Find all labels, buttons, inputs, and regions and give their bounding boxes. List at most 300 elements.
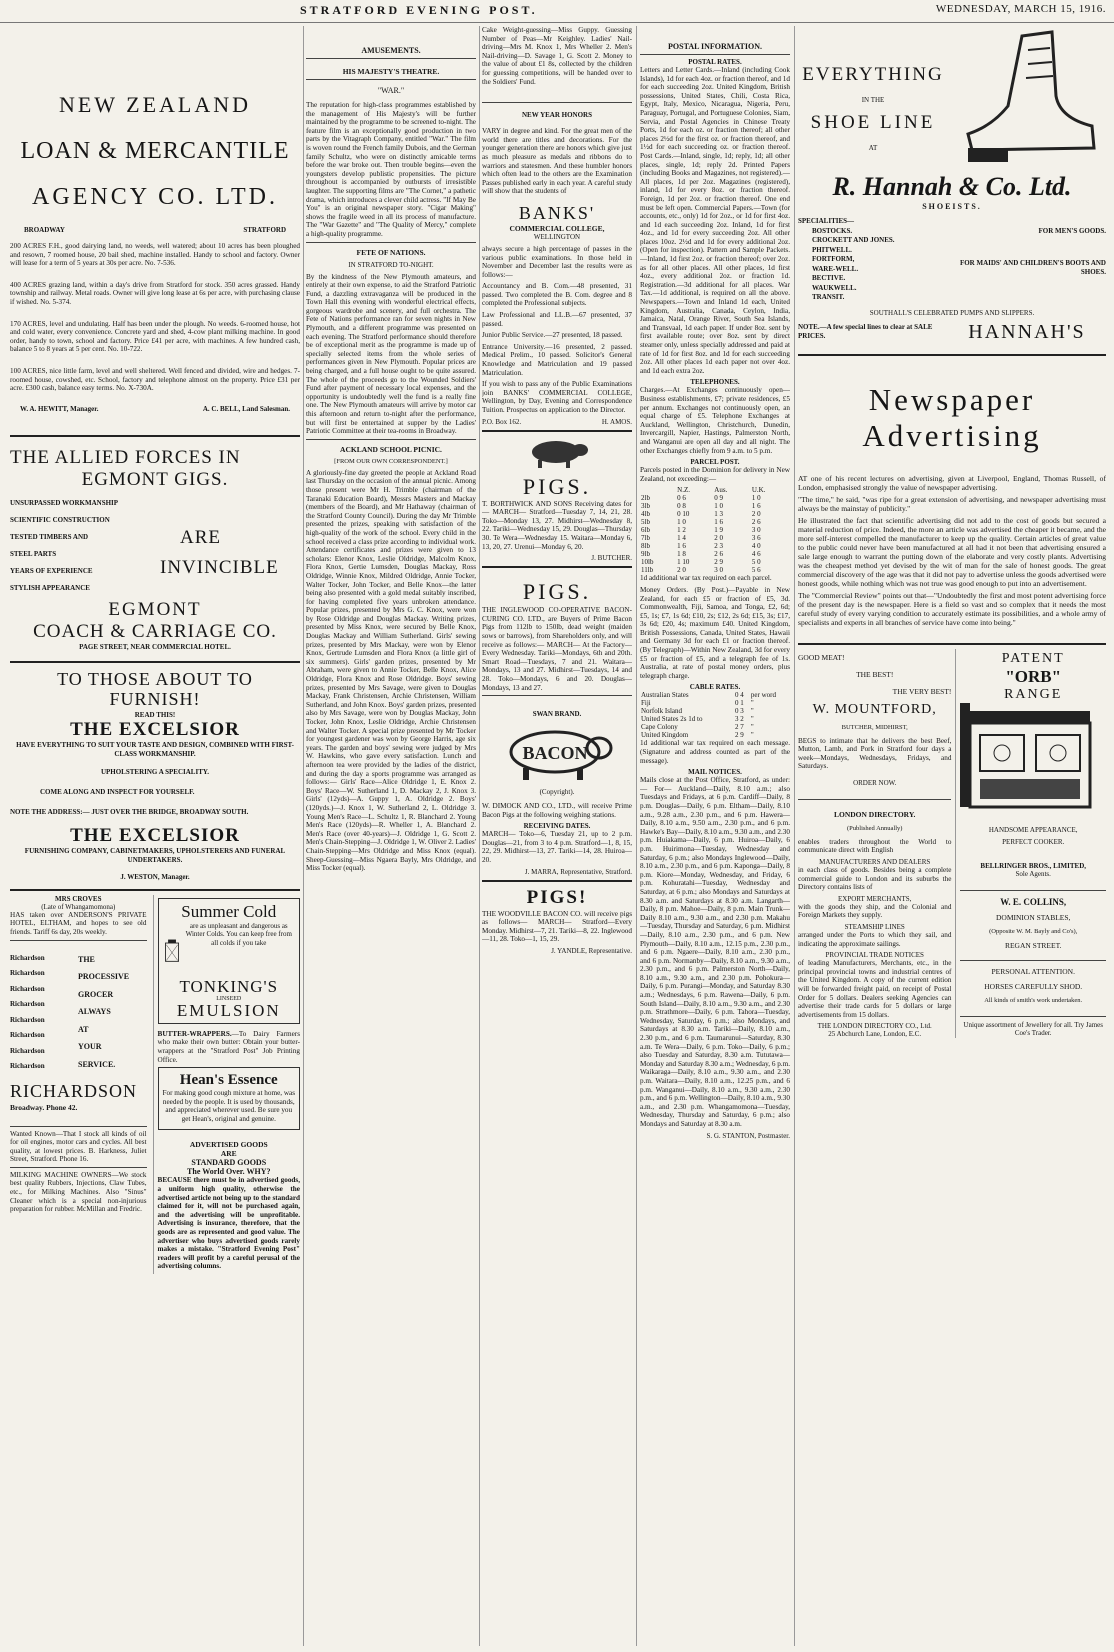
cable-table <box>640 691 790 739</box>
provincial-notices: PROVINCIAL TRADE NOTICES <box>825 951 924 960</box>
table-cell: 2 7 <box>734 723 744 732</box>
banks-text: always secure a high percentage of passes in the various public examinations. In those held in November and December last the results were as follows:— <box>482 244 632 279</box>
table-cell: 3 0 <box>751 526 761 535</box>
mountford: W. MOUNTFORD, <box>812 701 937 717</box>
parcel-row <box>640 534 790 542</box>
banks-result: Entrance University.—16 presented, 2 passed. Medical Prelim., 10 passed. Solicitor's General Knowledge and Matriculation and 19 passed Matriculation. <box>482 342 632 377</box>
news-text: AT one of his recent lectures on advertising, given at Liverpool, England, Thomas Russell, of London, emphasised strongly the value of newspaper advertising. <box>798 473 1106 492</box>
horses-shod: HORSES CAREFULLY SHOD. <box>984 981 1083 991</box>
banks-result: Law Professional and LL.B.—67 presented, 37 passed. <box>482 311 632 328</box>
excelsior2-title: THE EXCELSIOR <box>70 824 240 846</box>
table-cell: 0 3 <box>734 707 744 716</box>
war-tax: 1d additional war tax required on each parcel. <box>640 574 772 583</box>
nz-location-left: BROADWAY <box>24 226 65 234</box>
croves-sub: (Late of Whangamomona) <box>41 902 116 911</box>
table-cell: 2 9 <box>714 558 724 567</box>
svg-text:BACON: BACON <box>522 743 588 764</box>
richardson-line: Richardson <box>10 1062 45 1070</box>
shoe-brand: PHITWELL. <box>812 245 852 254</box>
shoe-brand: TRANSIT. <box>812 293 845 301</box>
banks-result: Accountancy and B. Com.—48 presented, 31 passed. Two completed the B. Com. degree and 8 completed the Professional subjects. <box>482 282 632 308</box>
table-cell: 5 6 <box>751 566 761 575</box>
new-year-text: VARY in degree and kind. For the great men of the world there are titles and decorations. For the younger generation there are honors which give just as much pleasure as medals and ribbons do to warriors and statesmen. And these humbler honors which often lead to the others are the Examination Passes published early in each year. A careful study will show that the students of <box>482 127 632 196</box>
divider <box>482 430 632 432</box>
london-head: LONDON DIRECTORY. <box>834 809 916 819</box>
pigs-title: PIGS! <box>526 886 588 908</box>
divider <box>10 889 300 891</box>
amusements-head: AMUSEMENTS. <box>361 46 421 55</box>
cable-row <box>640 715 790 723</box>
table-cell: " <box>750 723 754 732</box>
london-text: enables traders throughout the World to communicate direct with English <box>798 837 952 855</box>
the-best: THE BEST! <box>856 669 894 679</box>
read-this: READ THIS! <box>134 710 176 719</box>
table-cell: 2 9 <box>734 731 744 740</box>
new-year-head: NEW YEAR HONORS <box>521 111 592 120</box>
telephones-head: TELEPHONES. <box>690 378 740 387</box>
newspaper-title: Newspaper <box>868 381 1036 417</box>
banks-result: Junior Public Service.—27 presented, 18 passed. <box>482 331 623 340</box>
table-cell: 1 3 <box>714 510 724 519</box>
weston-manager: J. WESTON, Manager. <box>120 872 190 881</box>
cold-head: Summer Cold <box>181 901 277 921</box>
richardson-word: THE <box>78 954 95 964</box>
ackland-head: ACKLAND SCHOOL PICNIC. <box>340 444 442 454</box>
table-cell: 3 2 <box>734 715 744 724</box>
parcel-row <box>640 494 790 502</box>
richardson-word: PROCESSIVE <box>78 972 130 981</box>
london-text: in each class of goods. Besides being a complete commercial guide to London and its suburbs the Directory contains lists of <box>798 866 952 892</box>
table-cell: 1 10 <box>677 558 690 567</box>
shoe-brand: FORTFORM, <box>812 255 855 263</box>
banks-amos: H. AMOS. <box>601 417 632 426</box>
table-cell: 2 6 <box>714 550 724 559</box>
money-orders: Money Orders. (By Post.)—Payable in New Zealand, for each £5 or fraction of £5, 3d. Commonwealth, Fiji, Samoa, and Tonga, £2, 6d; £5, 1s; £7, 1s 6d; £10, 2s; £12, 2s 6d; £15, 3s; £17, 3s 6d; £20, 4s; maximum £40. United Kingdom, British Possessions, Canada, United States, Hawaii and Germany 3d for each £1 or fraction thereof. (By Telegraph)—Within New Zealand, 3d for every £5 or fraction of £5, and a telegraph fee of 1s. Australia, at rate of postal money orders, plus telegraph charge. <box>640 585 790 680</box>
cooking-range-icon <box>960 703 1100 815</box>
nz-title-line2: LOAN & MERCANTILE <box>20 138 290 164</box>
parcel-row <box>640 502 790 510</box>
divider <box>482 695 632 696</box>
table-cell: 1 9 <box>714 526 724 535</box>
orb: "ORB" <box>1005 666 1062 686</box>
allied-feature: STEEL PARTS <box>10 549 57 558</box>
copyright: (Copyright). <box>539 788 575 797</box>
order-now: ORDER NOW. <box>853 778 897 787</box>
table-cell: 1 6 <box>751 502 761 511</box>
table-cell: 5 0 <box>751 558 761 567</box>
column-3 <box>482 26 632 1646</box>
allied-title-2: EGMONT GIGS. <box>81 468 229 490</box>
yandle-sign: J. YANDLE, Representative. <box>551 947 632 956</box>
steamship-text: arranged under the Ports to which they sail, and indicating the approximate sailings. <box>798 931 952 948</box>
table-cell: " <box>750 731 754 740</box>
note-prices: NOTE.—A few special lines to clear at SALE PRICES. <box>798 323 933 340</box>
milking-machine: MILKING MACHINE OWNERS—We stock best quality Rubbers, Injections, Claw Tubes, etc., for Milking Machines. Also "Sinus" Cleaner which is a special non-injurious preparation for rubber. McMillan and Fredric. <box>10 1170 147 1214</box>
provincial-text: of leading Manufacturers, Merchants, etc., in the principal provincial towns and industrial centres of the United Kingdom. A copy of the current edition will be forwarded freight paid, on receipt of Postal Order for 5 dollars. Dealers seeking Agencies can advertise their trade cards for 5 dollars or large advertisements from 15 dollars. <box>798 959 952 1019</box>
nz-manager: W. A. HEWITT, Manager. <box>20 404 99 413</box>
pigs-title: PIGS. <box>522 473 592 499</box>
richardson-line: Richardson <box>10 1015 45 1024</box>
table-cell: 2lb <box>641 494 650 503</box>
parcel-row <box>640 566 790 574</box>
column-4 <box>640 26 790 1646</box>
banks-sub: COMMERCIAL COLLEGE, <box>509 223 605 233</box>
divider <box>798 354 1106 356</box>
richardson-word: GROCER <box>78 989 114 999</box>
hannah-logo: R. Hannah & Co. Ltd. <box>832 172 1072 201</box>
cable-row <box>640 731 790 739</box>
divider <box>482 566 632 568</box>
table-cell: " <box>750 699 754 708</box>
linseed: LINSEED <box>216 995 242 1002</box>
cable-row <box>640 699 790 707</box>
steamship-lines: STEAMSHIP LINES <box>844 923 905 932</box>
divider <box>306 79 476 80</box>
upholstering: UPHOLSTERING A SPECIALITY. <box>100 767 210 776</box>
tonkings: TONKING'S <box>179 976 279 996</box>
nz-location-right: STRATFORD <box>243 226 286 234</box>
banks-town: WELLINGTON <box>533 232 581 241</box>
table-cell: 1 0 <box>714 502 724 511</box>
parcel-row <box>640 558 790 566</box>
table-cell: 1 0 <box>751 494 761 503</box>
table-cell: 0 10 <box>677 510 690 519</box>
adv-head-3: STANDARD GOODS <box>191 1158 267 1168</box>
cable-row <box>640 707 790 715</box>
table-cell: 1 0 <box>677 518 686 527</box>
southall: SOUTHALL'S CELEBRATED PUMPS AND SLIPPERS. <box>869 308 1035 317</box>
table-cell: Cape Colony <box>641 723 678 732</box>
allied-feature: TESTED TIMBERS AND <box>10 532 89 541</box>
cake-text: Cake Weight-guessing—Miss Guppy. Guessing Number of Peas—Mr Keighley. Ladies' Nail-driving—Mrs M. Knox 1, Mrs Wheller 2. Men's Nail-driving—D. Savage 1, G. Scott 2. Money to the value of about £1 8s, collected by the children for guessing competitions, will be handed over to the Soldiers' Fund. <box>482 26 632 86</box>
table-header-cell: Aus. <box>714 486 728 495</box>
emulsion: EMULSION <box>176 1000 281 1020</box>
allied-title-1: THE ALLIED FORCES IN <box>10 446 241 468</box>
table-cell: 11lb <box>641 566 654 575</box>
allied-feature: SCIENTIFIC CONSTRUCTION <box>10 515 110 524</box>
pigs-title: PIGS. <box>522 579 592 605</box>
news-text: "The time," he said, "was ripe for a great extension of advertising, and newspaper advertising must always be the mainstay of publicity." <box>798 494 1106 513</box>
divider <box>10 940 147 941</box>
excelsior-title: THE EXCELSIOR <box>70 718 240 740</box>
table-cell: 8lb <box>641 542 650 551</box>
table-cell: 3lb <box>641 502 650 511</box>
cold-text: are as unpleasant and dangerous as Winter Colds. You can keep free from all colds if you take <box>185 921 292 947</box>
heans-text: For making good cough mixture at home, was needed by the people. It is used by thousands, and appreciated wherever used. Be sure you get Hean's, original and genuine. <box>162 1089 296 1123</box>
richardson-line: Richardson <box>10 1046 45 1055</box>
excelsior2-sub: FURNISHING COMPANY, CABINETMAKERS, UPHOLSTERERS AND FUNERAL UNDERTAKERS. <box>24 846 286 864</box>
ackland-sub: [FROM OUR OWN CORRESPONDENT.] <box>334 457 448 465</box>
parcel-intro: Parcels posted in the Dominion for delivery in New Zealand, not exceeding:— <box>640 466 790 483</box>
allied-feature: STYLISH APPEARANCE <box>10 583 90 592</box>
wanted-known: Wanted Known—That I stock all kinds of oil for oil engines, motor cars and cycles. All best quality, at lowest prices. B. Harkness, Juliet Street, Stratford. Phone 16. <box>10 1129 147 1164</box>
rates-head: POSTAL RATES. <box>688 58 742 66</box>
export-text: with the goods they ship, and the Colonial and Foreign Markets they supply. <box>798 902 952 920</box>
regan-street: REGAN STREET. <box>1004 940 1062 950</box>
dimock-text: W. DIMOCK AND CO., LTD., will receive Prime Bacon Pigs at the following weighing stations. <box>482 802 632 819</box>
directory-company: THE LONDON DIRECTORY CO., Ltd. <box>817 1022 932 1031</box>
banks-title: BANKS' <box>518 202 596 223</box>
shoe-brand: BECTIVE. <box>812 274 846 282</box>
table-cell: 0 4 <box>734 691 744 700</box>
adv-head-4: The World Over. WHY? <box>187 1167 271 1177</box>
boot-icon <box>952 26 1102 166</box>
divider <box>798 643 1106 645</box>
nz-listing: 400 ACRES grazing land, within a day's drive from Stratford for stock. 350 acres grassed. Handy township and railway. Metal roads. Owner will give long lease at 6s per acre, with purchasing clause if wished. No. 5-374. <box>10 280 300 306</box>
divider <box>10 661 300 663</box>
export-merchants: EXPORT MERCHANTS, <box>838 894 912 903</box>
table-cell: 2 0 <box>677 566 686 575</box>
table-cell: 5lb <box>641 518 650 527</box>
smiths-work: All kinds of smith's work undertaken. <box>984 996 1083 1004</box>
cable-head: CABLE RATES. <box>689 683 741 692</box>
rates-text: Letters and Letter Cards.—Inland (including Cook Islands), 1d for each 4oz. or fraction thereof, and 1d for each succeeding 2oz. United Kingdom, British possessions, United States, Chili, Costa Rica, Egypt, Italy, Mexico, Nicaragua, Nigeria, Peru, Paraguay, Portugal, and Portuguese Colonies, Siam, Servia, and Postal Agencies in Chinese Treaty Ports, 1d for each oz. or fraction thereof; all other places 2½d for the first oz. or fraction thereof, and 1½d for each succeeding oz. or fraction thereof. Post Cards.—Inland, single, 1d; reply, 1d; all other places, single, 1d; reply 2d. Printed Papers (including Books and Magazines, not registered).—All places, 1d per 2oz. Magazines (registered), inland, 1d for every 8oz. or fraction thereof. Foreign, 1d per 2oz. or fraction thereof. One end must be left open. Commercial Papers.—Town (for accounts, etc., only) 1d for 2oz., or 1d for first 4oz. and 1d each succeeding 2oz. Inland, 1d for first 4oz., and 1d for every succeeding 2oz. All other places 10oz. 2½d and 1d for every additional 2oz. (Open for inspection). Pattern and Sample Packets.—Inland, 1d first 2oz. or fraction thereof; over 2oz. as for all other places. All other places, 1d first 4oz., every additional 2oz. or fraction 1d. Registration.—3d additional for all places. War Tax.—1d additional, is required on all the above. Newspapers.—Town and Inland 1d each, United Kingdom, Australia, Canada, Ceylon, India, Jamaica, Natal, Orange River, South Sea Islands, and Transvaal, 1d each paper. If under 8oz. sent by first available route; over 8oz. sent by direct steamer only, unless specially addressed and paid at rate of 1d for first 8oz. and 1d for each succeeding 2oz. All other places 1d each paper not over 4oz. and 1d each extra 2oz. <box>640 66 790 375</box>
furnish-title-2: FURNISH! <box>109 688 201 709</box>
specialities: SPECIALITIES— <box>798 217 855 225</box>
table-cell: " <box>750 715 754 724</box>
perfect-cooker: PERFECT COOKER. <box>1002 837 1065 846</box>
telephones-text: Charges.—At Exchanges continuously open—Business establishments, £7; private residences, £5 per annum. Exchanges not continuously open, an equal charge of £5. Telephone Exchanges at Auckland, Wellington, Christchurch, Dunedin, Invercargill, Napier, Hastings, Palmerston North, and Wanganui are open all day and all night. The other Exchanges chiefly from 9 a.m. to 5 p.m. <box>640 386 790 455</box>
personal-attention: PERSONAL ATTENTION. <box>991 966 1075 976</box>
table-cell: 7lb <box>641 534 650 543</box>
richardson-line: Richardson <box>10 953 45 962</box>
meat-text: BEGS to intimate that he delivers the best Beef, Mutton, Lamb, and Pork in Stratford four days a week—Mondays, Wednesdays, Fridays, and Saturdays. <box>798 736 952 771</box>
table-cell: 0 6 <box>677 494 686 503</box>
war-text: The reputation for high-class programmes established by the management of His Majesty's will be further maintained by the programme to be screened to-night. The feature film is an exceptionally good production in two parts by the Vitagraph Company, entitled "War." The film is woven round the French family Dubois, and the German family Schultz, who were on distinctly amicable terms before the war broke out. Then trouble begins—even the youngsters develop publistic propensities. The picture throughout is accompanied by outbursts of irresistible laughter. The supporting films are "The Cornet," a pathetic drama, which introduces a clever child actress. "If May Be You" is an original newspaper story. "Cigar Making" shows the fragile weed in all its process of manufacture. The "War Gazette" and "The Quality of Mercy," complete a high-quality programme. <box>306 101 476 238</box>
divider <box>306 439 476 440</box>
divider <box>482 102 632 103</box>
butcher-midhirst: BUTCHER, MIDHIRST, <box>841 723 908 731</box>
table-cell: 9lb <box>641 550 650 559</box>
table-cell: 10lb <box>641 558 654 567</box>
richardson-word: YOUR <box>78 1042 102 1051</box>
table-header-cell <box>640 486 676 494</box>
divider <box>640 54 790 55</box>
postal-head: POSTAL INFORMATION. <box>668 42 762 51</box>
divider <box>960 960 1106 961</box>
shoe-line: SHOE LINE <box>810 112 936 133</box>
richardson-line: Richardson <box>10 969 45 977</box>
nz-salesman: A. C. BELL, Land Salesman. <box>202 404 290 413</box>
fete-sub: IN STRATFORD TO-NIGHT. <box>348 260 434 269</box>
war-title: "WAR." <box>377 86 405 95</box>
butter-text: —To Dairy Farmers who make their own butter: Obtain your butter-wrappers at the "Stratford Post" Job Printing Office. <box>157 1029 300 1064</box>
column-rule <box>303 26 304 1646</box>
manufacturers: MANUFACTURERS AND DEALERS <box>819 858 931 867</box>
adv-head-2: ARE <box>220 1149 237 1159</box>
table-cell: Fiji <box>641 699 651 708</box>
shoe-brand: WARE-WELL. <box>812 264 859 273</box>
table-cell: United States 2s 1d to <box>641 715 703 724</box>
collins: W. E. COLLINS, <box>1000 896 1067 907</box>
parcel-row <box>640 550 790 558</box>
come-along: COME ALONG AND INSPECT FOR YOURSELF. <box>40 787 195 796</box>
croves-head: MRS CROVES <box>55 894 102 903</box>
table-cell: 1 4 <box>677 534 686 543</box>
table-cell: 0 8 <box>677 502 686 511</box>
cable-note: 1d additional war tax required on each message. (Signature and address counted as part of the message). <box>640 739 790 765</box>
table-cell: 3 0 <box>714 566 724 575</box>
table-header-cell: N.Z. <box>677 486 690 495</box>
the-very-best: THE VERY BEST! <box>892 686 952 696</box>
mail-text: Mails close at the Post Office, Stratford, as under:— For— Auckland—Daily, 8.10 a.m.; also Tuesdays and Fridays, at 6 p.m. Cardiff—Daily, 8 p.m. Douglas—Daily, 6 p.m. Eltham—Daily, 8.10 a.m., 9.28 a.m., 2.30 p.m., and 6 p.m. Hawera—Daily, 8.10 a.m., 9.50 a.m., 2.30 p.m., and 6 p.m. Hawke's Bay—Daily, 8.10 a.m., 9.30 a.m., and 2.30 p.m. Huiakama—Daily, 6 p.m. Huiroa—Daily, 6 p.m. Huirimona—Tuesday, Wednesday and Saturday, 6 p.m.; also Mondays Inglewood—Daily, 8.10 a.m., 2.30 p.m., and 6 p.m. Kaponga—Daily, 8 p.m. Kiore—Monday, Wednesday, and Friday, 6 p.m. Kohuratahi—Tuesday, Wednesday and Saturday, at 6 p.m.; also Mondays and Saturdays at 8.30 a.m. and Saturdays at 8.30 a.m. Langarth—Daily, 8 p.m. Mahoe—Daily, 8 p.m. Main Trunk—Daily 8.10 a.m., 9.30 a.m., and 2.30 p.m. Makahu—Tuesday, Thursday and Saturday, 6 p.m. Midhirst—Daily, 8.10 a.m., 2.30 p.m., and 6 p.m. New Plymouth—Daily, 8.10 a.m., 12.15 p.m., 2.30 p.m., and 6 p.m. Ngaere—Daily, 8.10 a.m., 2.30 p.m., and 6 p.m. Normanby—Daily, 8.10 a.m., 9.30 a.m., 2.30 p.m., and 6 p.m. Palmerston North—Daily, 8.10 a.m., 9.30 a.m., and 2.30 p.m. Pohokura—Daily, 6 p.m. Purangi—Monday, and Saturday 8.30 a.m.; Wednesdays, 6 p.m. Rawena—Daily, 6 p.m. South Island—Daily, 8.10 a.m., 9.30 a.m., and 2.30 p.m. Strathmore—Daily, 6 p.m. Tahora—Tuesday, Wednesday, Saturday, 6 p.m.; also Mondays, and Saturdays at 8.30 a.m. Tariki—Daily, 8.10 a.m., 2.30 p.m., and 6 p.m. Taumarunui—Saturday, 8.30 a.m. Te Wera—Daily, 6 p.m. Toko—Daily, 6 p.m.; also Tuesday and Saturday, 8.30 a.m. Tututawa—Monday and Saturday 8.30 a.m.; Wednesday, 6 p.m. Waikaraga—Daily, 8.10 a.m., 9.30 a.m., and 2.30 p.m. Waitara—Daily, 8.10 a.m., 12.25 p.m., and 6 p.m. Wanganui—Daily, 8.10 a.m., 9.30 a.m., 2.30 p.m., and 6 p.m. Wellington—Daily, 8.10 a.m., 9.30 a.m., and 2.30 p.m. Whangamomona—Tuesday, Wednesday, Thursday and Saturday, 6 p.m.; also Mondays and Saturday at 8.30 a.m. <box>640 776 790 1128</box>
richardson-big: RICHARDSON <box>10 1080 138 1101</box>
furnish-title-1: TO THOSE ABOUT TO <box>57 668 253 689</box>
allied-feature: YEARS OF EXPERIENCE <box>10 566 93 575</box>
table-cell: per word <box>750 691 776 700</box>
inglewood-text: THE INGLEWOOD CO-OPERATIVE BACON-CURING CO. LTD., are Buyers of Prime Bacon Pigs from 112lb to 150lb, dead weight (maiden sows or barrows), from Shareholders only, and will receive as follows:— MARCH— At the Factory—Every Wednesday. Tariki—Mondays, 6th and 20th. Smart Road—Tuesdays, 7 and 21. Waitara—Mondays, 13 and 27. Midhirst—Tuesdays, 14 and 28. Toko—Mondays, 6 and 20. Douglas—Mondays, 13 and 27. <box>482 606 632 692</box>
table-cell: 6lb <box>641 526 650 535</box>
table-cell: 1 8 <box>677 550 686 559</box>
table-cell: 2 6 <box>751 518 761 527</box>
table-cell: Norfolk Island <box>641 707 683 716</box>
divider <box>10 1167 147 1168</box>
column-2 <box>306 26 476 1646</box>
opposite: (Opposite W. M. Bayly and Co's), <box>989 927 1078 935</box>
allied-are: ARE <box>180 526 221 548</box>
parcel-row <box>640 526 790 534</box>
table-cell: 1 6 <box>677 542 686 551</box>
majesty-head: HIS MAJESTY'S THEATRE. <box>342 67 440 76</box>
shoe-brand: BOSTOCKS. <box>812 226 853 235</box>
column-5 <box>798 26 1106 1646</box>
table-cell: 4 0 <box>751 542 761 551</box>
divider <box>10 435 300 437</box>
emulsion-bottle-icon <box>162 922 182 978</box>
nz-listing: 200 ACRES F.H., good dairying land, no weeds, well watered; about 10 acres has been ploughed and resown, 7 roomed house, 20 bail shed, machine installed. Handy to school and factory. Owner will lease for a term of 5 years at 30s per acre. No. 7-536. <box>10 242 300 268</box>
receiving-head: RECEIVING DATES. <box>523 822 591 831</box>
in-the: IN THE <box>861 96 885 104</box>
egmont-address: PAGE STREET, NEAR COMMERCIAL HOTEL. <box>79 642 231 651</box>
shoe-brand: CROCKETT AND JONES. <box>812 236 895 244</box>
parcel-row <box>640 518 790 526</box>
handsome: HANDSOME APPEARANCE, <box>988 825 1078 834</box>
divider <box>482 880 632 882</box>
table-cell: 4 6 <box>751 550 761 559</box>
divider <box>798 799 951 800</box>
fete-head: FETE OF NATIONS. <box>356 247 426 257</box>
unique-jewellery: Unique assortment of Jewellery for all. Try James Coe's Trader. <box>963 1020 1104 1037</box>
divider <box>306 242 476 243</box>
cable-row <box>640 691 790 699</box>
table-cell: 0 1 <box>734 699 744 708</box>
pig-icon <box>522 436 592 470</box>
table-cell: 4lb <box>641 510 650 519</box>
allied-invincible: INVINCIBLE <box>160 556 279 578</box>
table-cell: 2 0 <box>714 534 724 543</box>
at: AT <box>868 144 878 152</box>
table-cell: 0 9 <box>714 494 724 503</box>
paper-title: STRATFORD EVENING POST. <box>300 3 538 17</box>
masthead <box>0 0 1114 23</box>
parcel-row <box>640 542 790 550</box>
column-1 <box>10 26 300 1646</box>
excelsior-text: HAVE EVERYTHING TO SUIT YOUR TASTE AND DESIGN, COMBINED WITH FIRST-CLASS WORKMANSHIP. <box>16 740 294 758</box>
divider <box>960 890 1106 891</box>
richardson-word: ALWAYS <box>78 1007 111 1016</box>
sole-agents: Sole Agents. <box>1015 869 1051 878</box>
richardson-line: Richardson <box>10 1000 45 1008</box>
advertising-title: Advertising <box>862 417 1042 453</box>
ackland-text: A gloriously-fine day greeted the people at Ackland Road last Thursday on the occasion of the annual picnic. Among those present were Mr H. Trimble (chairman of the Taranaki Education Board), Messrs Masters and Mackay (members of the Board), and Mr Hathaway (chairman of the Stratford County Council). During the day Mr Trimble presented the prizes, speaking with satisfaction of the high-quality of the work of the school. Every child in the school received a class prize according to individual work. Attendance certificates and prizes were given to 13 scholars: Elenor Knox, Leslie Oldridge, Malcolm Knox, Flora Knox, Gertie Lumsden, Douglas Mackay, Ross Oldridge, Winnie Knox, Mildred Oldridge, Annie Tocker, Walter Tocker, John Tocker, and Belle Knox—the latter being also presented with a gold medal suitably inscribed, for having completed five years unbroken attendance. Popular prizes, presented by Mrs G. C. Knox, were won by Rose Oldridge and Douglas Mackay. Writing prizes, presented by Miss Knox, were secured by Belle Knox, Douglas Mackay and William Sutherland. Girls' sewing prizes, presented by Mrs Mackay, were won by Elenor Knox, Gertrude Lumsden and Flora Knox (a little girl of six summers). Girls' garden prizes, presented by Mr Abraham, were given to Annie Tocker, Belle Knox, Alice Oldridge, Flora Knox and Rose Oldridge. Boys' sewing prizes, presented by Mrs Savage, were given to Douglas Mackay, Frank Christensen, Archie Christensen, William Sutherland, and John Knox. Boys' garden prizes, presented also by Mrs Savage, were won by Douglas Mackay, John Tocker, John Knox, Leslie Oldridge, Archie Christensen and Walter Tocker. A special prize presented by Mr Tocker for youngest gardener was won by George Harris, age six years. The garden and boys' sewing were judged by Mrs W. Hawkins, who gave every satisfaction. Lunch and afternoon tea were provided by the ladies of the district, and during the day a sports programme was arranged as follows:— Girls' Race—Alice Oldridge 1, E. Knox 2. Boys' Race—W. Sutherland 1, D. Mackay 2, J. Knox 3. Girls' (12yds)—A. Guppy 1, A. Oldridge 2. Boys' (120yds.)—J. Knox 1, W. Sutherland 2, L. Oldridge 3. Young Men's Race—L. Schultz 1, R. Blanchard 2. Young Men's Race (120yds)—R. Wheller 1, A. Blanchard 2. Men's Race (over 40-years)—J. Oldridge 1, G. Scott 2. Men's Chain-Stepping—J. Oldridge 1, W. Oliver 2. Ladies' Chain-Stepping—Mrs Oldridge and Miss Knox (equal). Sheep-Guessing—Miss Ngaera Bayly, Mrs Oldridge, and Miss Tocker (equal). <box>306 468 476 873</box>
news-text: The "Commercial Review" points out that—"Undoubtedly the first and most potent advertising force of the present day is the newspaper. Here is a field so vast and so complex that it needs the most careful study of every varying condition to accurately estimate its possibilities, and a whole army of specialists and experts in all branches of service have come into being." <box>798 590 1106 627</box>
table-cell: 2 0 <box>751 510 761 519</box>
mail-head: MAIL NOTICES. <box>688 768 742 777</box>
butcher-sign: J. BUTCHER. <box>591 554 632 563</box>
swan-brand: SWAN BRAND. <box>532 710 582 719</box>
note-address: NOTE THE ADDRESS:— JUST OVER THE BRIDGE, BROADWAY SOUTH. <box>10 807 249 816</box>
bacon-pig-icon <box>497 722 617 784</box>
receiving-text: MARCH— Toko—6, Tuesday 21, up to 2 p.m. Douglas—21, from 3 to 4 p.m. Stratford—1, 8, 15, 22, 29. Midhirst—13, 27. Tariki—14, 28. Huiroa—20. <box>482 830 632 865</box>
parcel-row <box>640 510 790 518</box>
butter-head: BUTTER-WRAPPERS. <box>157 1029 232 1038</box>
bellringer: BELLRINGER BROS., LIMITED, <box>980 861 1087 870</box>
divider <box>306 58 476 59</box>
nz-listing: 170 ACRES, level and undulating. Half has been under the plough. No weeds. 6-roomed house, hot and cold water, every convenience. Concrete yard and shed, 4-cow plant milking machine. In good order, handy to town, school and factory. Price £41 per acre, with machines. A few hundred cash, balance 5 to 8 years at 5 per cent. No. 10-722. <box>10 319 300 354</box>
hannahs: HANNAH'S <box>968 320 1086 343</box>
marra-sign: J. MARRA, Representative, Stratford. <box>524 867 632 876</box>
range: RANGE <box>1004 686 1063 702</box>
good-meat: GOOD MEAT! <box>798 652 845 662</box>
for-men: FOR MEN'S GOODS. <box>1038 227 1106 235</box>
shoeists: SHOEISTS. <box>922 202 982 211</box>
shoe-brand: WAUKWELL. <box>812 283 857 292</box>
table-header-cell: U.K. <box>751 486 766 495</box>
column-rule <box>636 26 637 1646</box>
table-cell: United Kingdom <box>641 731 689 740</box>
table-cell: 1 2 <box>677 526 686 535</box>
table-cell: 1 6 <box>714 518 724 527</box>
egmont-title: EGMONT <box>108 598 202 620</box>
richardson-word: SERVICE. <box>78 1059 116 1069</box>
banks-box: P.O. Box 162. <box>482 417 522 426</box>
parcel-head: PARCEL POST. <box>690 458 740 467</box>
adv-head-1: ADVERTISED GOODS <box>189 1140 268 1150</box>
richardson-word: AT <box>78 1024 89 1034</box>
news-text: He illustrated the fact that scientific advertising did not add to the cost of goods but secured a material reduction of price. Indeed, the more an article was advertised the cheaper it became, and the more self-interest compelled the manufacturer to keep up the quality. Certain articles of great value to the public could never have been manufactured at all had it not been that advertising ensured a sale large enough to warrant the putting down of the elaborate and very costly plants. Advertising was the cheapest method yet devised by the wit of man for the sale of honest goods. The great commercial discovery of the age was that it did not pay to advertise unless the goods advertised were honest goods, while nothing which was not true was good enough to put into an advertisement. <box>798 515 1106 588</box>
published-annually: (Published Annually) <box>847 824 903 832</box>
allied-feature: UNSURPASSED WORKMANSHIP <box>10 498 119 507</box>
table-header <box>640 486 790 494</box>
everything: EVERYTHING <box>802 64 944 85</box>
adv-text: BECAUSE there must be in advertised goods, a uniform high quality, otherwise the advertised article not being up to the standard claimed for it, will not be purchased again, and the advertising will be unprofitable. Advertising is insurance, therefore, that the goods are as represented and good value. The advertiser who buys advertised goods rarely makes a mistake. "Stratford Evening Post" readers will profit by a careful perusal of the advertising columns. <box>157 1176 300 1271</box>
stanton-sign: S. G. STANTON, Postmaster. <box>706 1131 790 1140</box>
fete-text: By the kindness of the New Plymouth amateurs, and entirely at their own expense, to aid the Stratford Patriotic Fund, a dazzling extravaganza will be produced in the Town Hall this evening with wonderful electrical effects, gorgeous wardrobe and scenery, and full orchestra. The Fete of Nations performance ran for seven nights in New Plymouth, and a different programme was presented on each evening. The Stratford performance should therefore be of exceptional merit as the programme is made up of specially selected items from the whole series of performances given in New Plymouth. Popular prices are being charged, and a full house ought to be quite assured. The whole of the proceeds go to the Wounded Soldiers' Fund after payment of necessary local expenses, and the opportunity is undoubtedly well the fund is a really fine one. The New Plymouth amateurs will arrive by motor car this afternoon and return to-night after the performance, but will first be entertained at supper by the Ladies' Patriotic Committee at their tea-rooms in Broadway. <box>306 272 476 436</box>
nz-title-line3: AGENCY CO. LTD. <box>32 184 278 210</box>
croves-text: HAS taken over ANDERSON'S PRIVATE HOTEL, ELTHAM, and hopes to see old friends. Tariff 6s day, 20s weekly. <box>10 910 147 936</box>
table-cell: " <box>750 707 754 716</box>
divider <box>960 1016 1106 1017</box>
directory-address: 25 Abchurch Lane, London, E.C. <box>828 1030 922 1039</box>
table-cell: 3 6 <box>751 534 761 543</box>
richardson-line: Richardson <box>10 1031 45 1039</box>
table-cell: 2 3 <box>714 542 724 551</box>
issue-date: WEDNESDAY, MARCH 15, 1916. <box>935 3 1106 15</box>
nz-title-line1: NEW ZEALAND <box>58 92 252 117</box>
richardson-line: Richardson <box>10 984 45 993</box>
dominion-stables: DOMINION STABLES, <box>996 912 1071 922</box>
richardson-addr: Broadway. Phone 42. <box>10 1102 78 1112</box>
heans-head: Hean's Essence <box>179 1072 278 1089</box>
table-cell: Australian States <box>641 691 689 700</box>
patent: PATENT <box>1001 650 1065 666</box>
column-rule <box>479 26 480 1646</box>
column-rule <box>794 26 795 1646</box>
for-maids: FOR MAIDS' AND CHILDREN'S BOOTS AND SHOES. <box>959 258 1106 276</box>
nz-listing: 100 ACRES, nice little farm, level and well sheltered. Well fenced and divided, wire and hedges. 7-roomed house, cowshed, etc. School, factory and telephone almost on the property. Price £31 per acre. £300 cash, balance easy terms. No. X-730A. <box>10 366 300 393</box>
cable-row <box>640 723 790 731</box>
woodville-text: THE WOODVILLE BACON CO. will receive pigs as follows— MARCH— Stratford—Every Monday. Midhirst—7, 21. Tariki—8, 22. Inglewood—11, 28. Toko—1, 15, 29. <box>482 909 632 944</box>
